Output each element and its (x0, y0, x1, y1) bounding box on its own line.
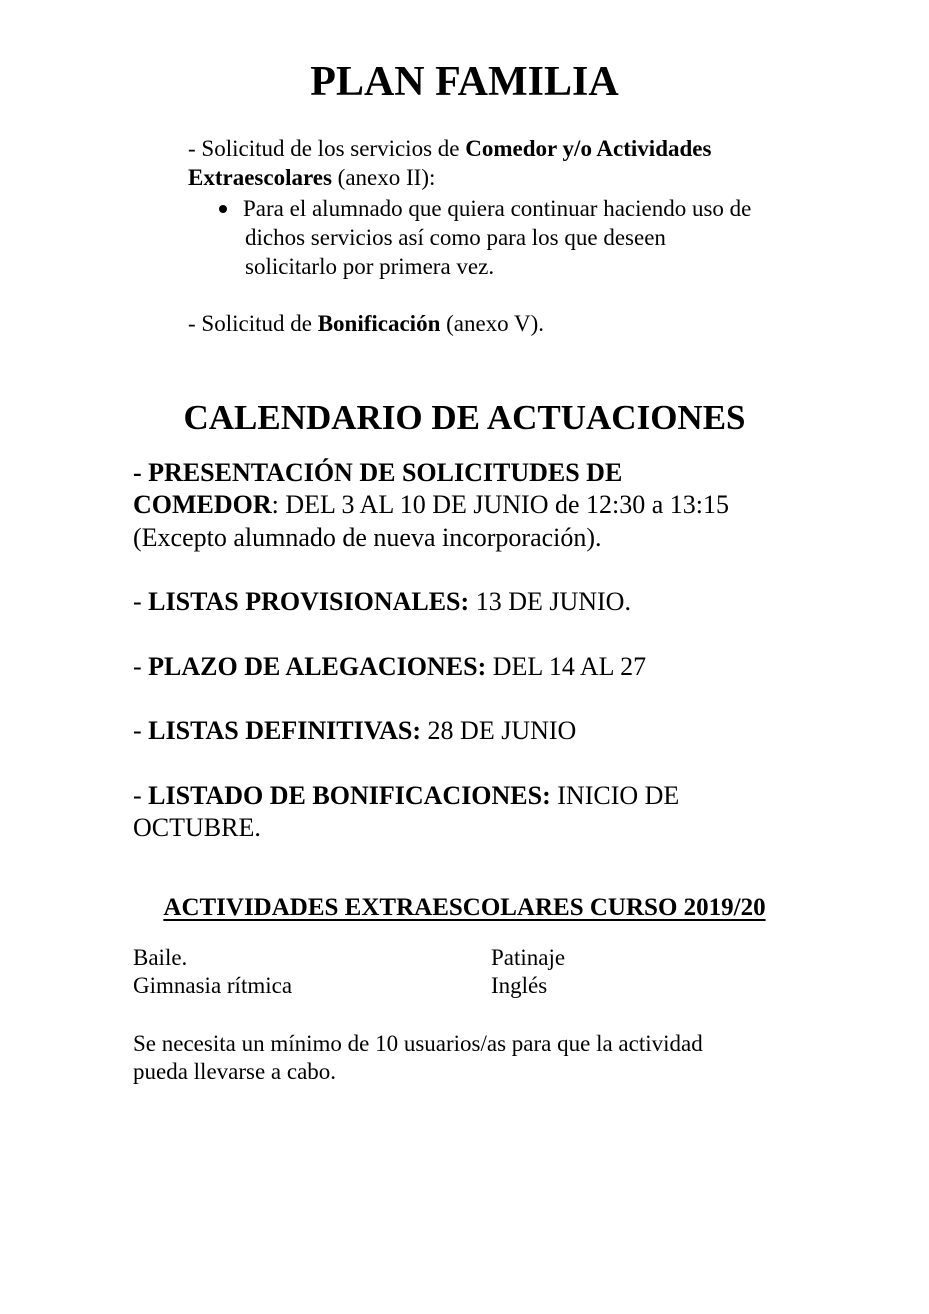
listado-bonificaciones-rest: INICIO DE (550, 781, 680, 810)
listado-bonificaciones-line1 (133, 779, 679, 812)
solicitud-servicios-bold-a: Comedor y/o Actividades (465, 136, 712, 161)
presentacion-bold2: COMEDOR (133, 490, 272, 519)
plazo-alegaciones-line (133, 650, 646, 683)
bullet-line-2: dichos servicios así como para los que deseen (245, 225, 666, 250)
solicitud-servicios-prefix: - Solicitud de los servicios de (188, 136, 466, 161)
actividad-item: Inglés (491, 973, 548, 998)
bullet-line-3: solicitarlo por primera vez. (245, 254, 495, 279)
listas-provisionales-bold: LISTAS PROVISIONALES: (148, 587, 470, 616)
listas-definitivas-dash: - (133, 716, 149, 745)
presentacion-line1 (133, 456, 622, 489)
presentacion-line3: (Excepto alumnado de nueva incorporación). (133, 523, 602, 552)
solicitud-bonificacion-bold: Bonificación (317, 311, 441, 336)
listado-bonificaciones-line2: OCTUBRE. (133, 813, 261, 842)
bullet-line-1: Para el alumnado que quiera continuar haciendo uso de (243, 196, 752, 221)
presentacion-bold1: - PRESENTACIÓN DE SOLICITUDES DE (133, 458, 623, 487)
plazo-alegaciones-rest: DEL 14 AL 27 (486, 652, 647, 681)
listado-bonificaciones-dash: - (133, 781, 149, 810)
solicitud-servicios-bold-b: Extraescolares (188, 165, 332, 190)
plan-familia-title: PLAN FAMILIA (310, 59, 619, 105)
nota-line2: pueda llevarse a cabo. (133, 1059, 337, 1084)
actividades-title (0, 892, 929, 924)
listas-provisionales-dash: - (133, 587, 149, 616)
plazo-alegaciones-bold: PLAZO DE ALEGACIONES: (148, 652, 487, 681)
solicitud-servicios-line2 (188, 163, 435, 192)
listas-definitivas-bold: LISTAS DEFINITIVAS: (148, 716, 422, 745)
listas-provisionales-line (133, 585, 631, 618)
listado-bonificaciones-bold: LISTADO DE BONIFICACIONES: (148, 781, 551, 810)
solicitud-bonificacion-prefix: - Solicitud de (188, 311, 318, 336)
actividad-item: Patinaje (491, 945, 566, 970)
solicitud-bonificacion-line (188, 309, 544, 338)
actividad-item: Gimnasia rítmica (133, 973, 293, 998)
listas-provisionales-rest: 13 DE JUNIO. (469, 587, 631, 616)
solicitud-servicios-line1 (188, 134, 711, 163)
plazo-alegaciones-dash: - (133, 652, 149, 681)
actividades-title-text: ACTIVIDADES EXTRAESCOLARES CURSO 2019/20 (163, 894, 766, 921)
listas-definitivas-rest: 28 DE JUNIO (421, 716, 577, 745)
calendario-title: CALENDARIO DE ACTUACIONES (183, 398, 746, 437)
nota-line1: Se necesita un mínimo de 10 usuarios/as para que la actividad (133, 1031, 703, 1056)
listas-definitivas-line (133, 714, 576, 747)
solicitud-bonificacion-suffix: (anexo V). (440, 311, 545, 336)
bullet-dot-icon (219, 205, 227, 213)
actividad-item: Baile. (133, 945, 188, 970)
presentacion-line2 (133, 488, 729, 521)
presentacion-rest: : DEL 3 AL 10 DE JUNIO de 12:30 a 13:15 (271, 490, 730, 519)
solicitud-servicios-suffix: (anexo II): (331, 165, 436, 190)
